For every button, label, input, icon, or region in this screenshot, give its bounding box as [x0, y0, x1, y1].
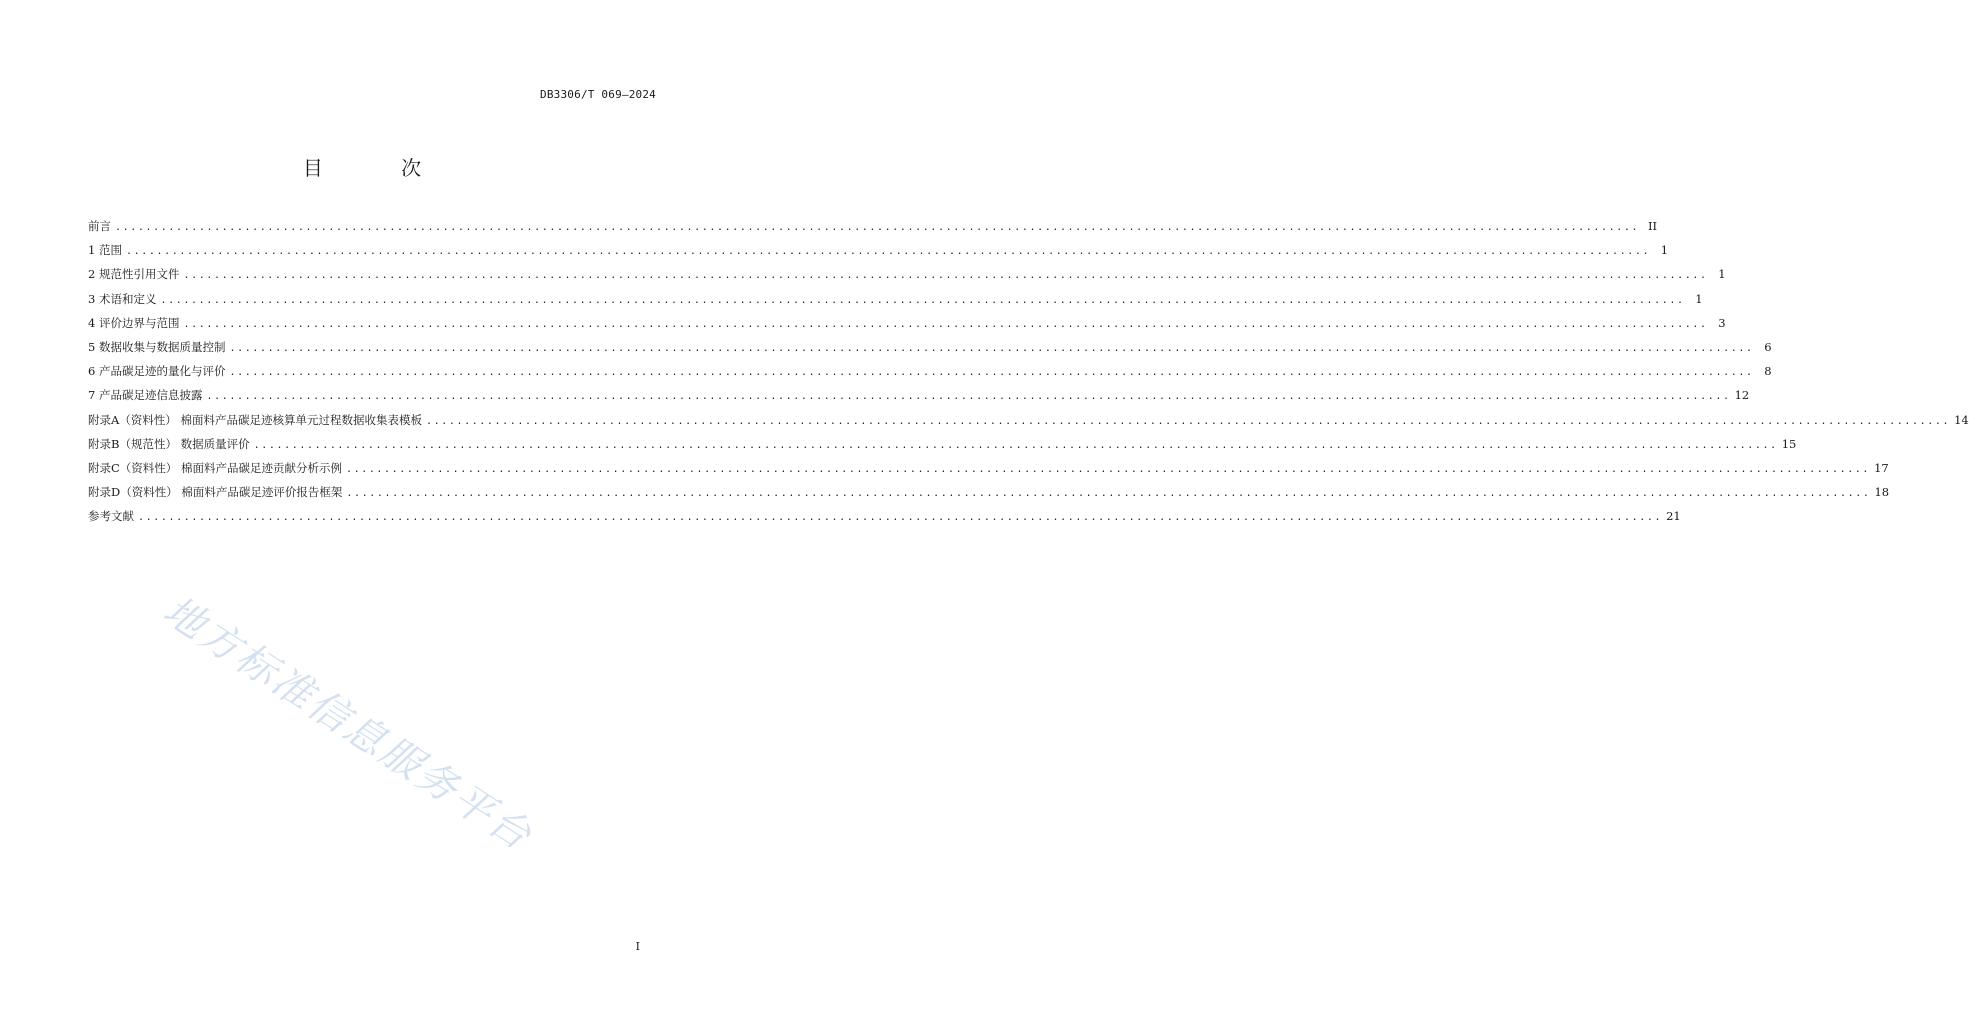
toc-entry[interactable]: [88, 339, 1772, 363]
toc-entry-label: 附录B（规范性） 数据质量评价: [88, 436, 250, 451]
toc-entry[interactable]: [88, 508, 1681, 532]
toc-entry[interactable]: [88, 460, 1889, 484]
toc-entry-label: 4 评价边界与范围: [88, 315, 180, 330]
toc-entry-label: 7 产品碳足迹信息披露: [88, 388, 203, 403]
watermark: 地方标准信息服务平台: [155, 587, 541, 861]
toc-entry[interactable]: [88, 412, 1969, 436]
toc-leader-dots: ........................................................................................................................................................................................................: [253, 439, 1778, 451]
toc-leader-dots: ........................................................................................................................................................................................................: [229, 342, 1754, 354]
toc-entry-page: 8: [1764, 364, 1772, 379]
toc-leader-dots: ........................................................................................................................................................................................................: [183, 318, 1708, 330]
toc-entry-label: 附录D（资料性） 棉面料产品碳足迹评价报告框架: [88, 485, 343, 500]
toc-entry-page: 12: [1734, 388, 1750, 403]
toc-entry[interactable]: [88, 436, 1797, 460]
toc-entry-page: 15: [1781, 436, 1797, 451]
toc-entry-page: 21: [1666, 509, 1681, 524]
toc-leader-dots: ........................................................................................................................................................................................................: [138, 512, 1663, 524]
toc-entry-label: 1 范围: [88, 243, 122, 258]
toc-leader-dots: ........................................................................................................................................................................................................: [345, 463, 1871, 475]
toc-entry-page: 3: [1718, 315, 1726, 330]
page-title: 目 次: [302, 156, 458, 180]
toc-entry[interactable]: [88, 315, 1726, 339]
toc-entry-page: 6: [1764, 339, 1772, 354]
toc-entry-label: 5 数据收集与数据质量控制: [88, 339, 226, 354]
toc-entry-page: II: [1648, 219, 1658, 233]
toc-entry[interactable]: [88, 363, 1772, 387]
toc-leader-dots: ........................................................................................................................................................................................................: [346, 488, 1871, 500]
toc-leader-dots: ........................................................................................................................................................................................................: [125, 246, 1651, 258]
toc-entry[interactable]: [88, 484, 1890, 508]
toc-entry-label: 附录C（资料性） 棉面料产品碳足迹贡献分析示例: [88, 460, 342, 475]
toc-entry-page: 1: [1718, 267, 1726, 282]
toc-entry-page: 18: [1874, 485, 1890, 500]
toc-entry-label: 前言: [88, 219, 111, 233]
toc-leader-dots: ........................................................................................................................................................................................................: [115, 222, 1640, 233]
toc-leader-dots: ........................................................................................................................................................................................................: [425, 415, 1951, 427]
toc-entry[interactable]: [88, 218, 1658, 242]
toc-leader-dots: ........................................................................................................................................................................................................: [183, 270, 1708, 282]
toc-entry-label: 6 产品碳足迹的量化与评价: [88, 364, 226, 379]
toc-entry-page: 14: [1954, 412, 1969, 427]
toc-entry-label: 3 术语和定义: [88, 291, 157, 306]
toc-entry-label: 2 规范性引用文件: [88, 267, 180, 282]
toc-entry-label: 附录A（资料性） 棉面料产品碳足迹核算单元过程数据收集表模板: [88, 412, 422, 427]
toc-entry[interactable]: [88, 242, 1669, 266]
toc-entry[interactable]: [88, 387, 1750, 411]
toc-entry-page: 1: [1660, 243, 1669, 258]
table-of-contents: [88, 218, 1969, 532]
page-number: I: [635, 940, 640, 953]
toc-entry[interactable]: [88, 266, 1726, 290]
toc-leader-dots: ........................................................................................................................................................................................................: [160, 294, 1685, 306]
toc-leader-dots: ........................................................................................................................................................................................................: [206, 391, 1731, 403]
toc-entry-label: 参考文献: [88, 509, 134, 524]
toc-entry[interactable]: [88, 291, 1703, 315]
toc-entry-page: 17: [1874, 460, 1889, 475]
standard-code: DB3306/T 069—2024: [540, 88, 656, 101]
toc-entry-page: 1: [1695, 291, 1703, 306]
toc-leader-dots: ........................................................................................................................................................................................................: [229, 367, 1754, 379]
